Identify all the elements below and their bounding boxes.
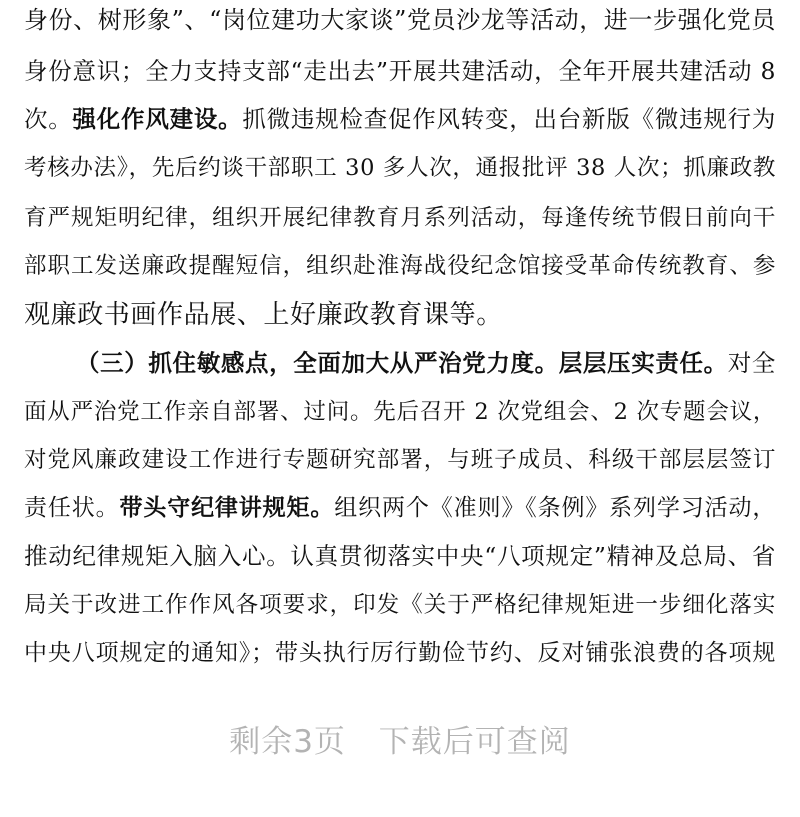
text-segment: 观廉政书画作品展、上好廉政教育课等。 [24,300,503,330]
text-line [24,4,776,36]
text-line [24,250,776,282]
text-segment: 责任状。 [24,495,120,521]
text-segment: 组织两个《准则》《条例》系列学习活动， [334,495,776,521]
text-line [24,202,776,234]
text-line [24,396,776,428]
text-segment: 育严规矩明纪律，组织开展纪律教育月系列活动，每逢传统节假日前向干 [24,205,776,231]
text-segment: 部职工发送廉政提醒短信，组织赴淮海战役纪念馆接受革命传统教育、参 [24,253,776,279]
text-line [24,55,776,87]
text-line [24,637,776,669]
text-line [24,299,776,331]
text-segment: 对全 [727,349,776,377]
text-segment: 对党风廉政建设工作进行专题研究部署，与班子成员、科级干部层层签订 [24,447,776,473]
text-segment: 局关于改进工作作风各项要求，印发《关于严格纪律规矩进一步细化落实 [24,592,776,618]
bold-heading: 带头守纪律讲规矩。 [119,495,335,521]
text-segment: 次。 [24,105,73,133]
bold-heading: 强化作风建设。 [72,105,243,133]
text-segment: 身份、树形象”、“岗位建功大家谈”党员沙龙等活动，进一步强化党员 [24,6,776,34]
text-segment: 中央八项规定的通知》；带头执行厉行勤俭节约、反对铺张浪费的各项规 [24,640,776,666]
text-line [76,347,776,379]
text-segment: 推动纪律规矩入脑入心。认真贯彻落实中央“八项规定”精神及总局、省 [24,542,776,570]
text-line [24,152,776,184]
text-segment: 抓微违规检查促作风转变，出台新版《微违规行为 [242,105,776,133]
text-line [24,444,776,476]
text-line [24,103,776,135]
text-segment: 面从严治党工作亲自部署、过问。先后召开 2 次党组会、2 次专题会议， [24,399,776,425]
text-segment: 身份意识；全力支持支部“走出去”开展共建活动，全年开展共建活动 8 [24,57,776,85]
text-line [24,540,776,572]
section-heading: （三）抓住敏感点，全面加大从严治党力度。层层压实责任。 [76,349,728,377]
text-segment: 考核办法》，先后约谈干部职工 30 多人次，通报批评 38 人次；抓廉政教 [24,155,776,181]
text-line [24,589,776,621]
text-line [24,492,776,524]
remaining-pages-notice[interactable]: 剩余3页 下载后可查阅 [229,724,571,760]
